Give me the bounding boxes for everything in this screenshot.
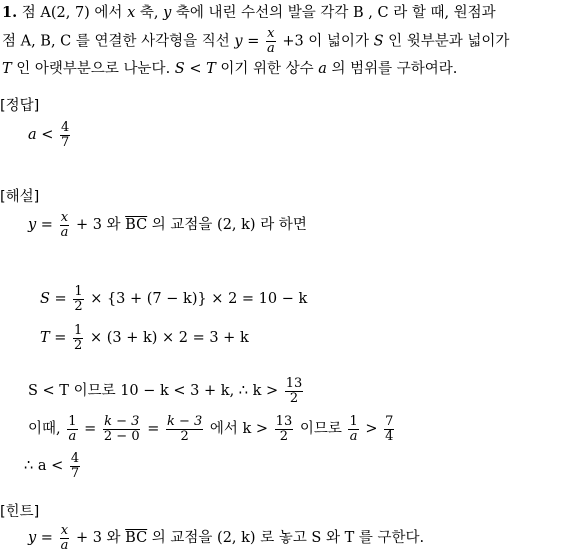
problem-text: 이기 위한 상수 (220, 61, 314, 77)
solution-line-3: T = $\frac{1}{2}$ × (3 + k) × 2 = 3 + k (40, 322, 249, 353)
problem-text: 인 윗부분과 넓이가 (388, 33, 510, 50)
fraction: $\frac{4}{7}$ (70, 450, 80, 481)
var-S: S (373, 33, 384, 50)
fraction: $\frac{7}{4}$ (385, 413, 394, 444)
solution-line-5: 이때, $\frac{1}{a}$ = $\frac{k - 3}{2 - 0}$ = $\frac{k - 3}{2}$ 에서 k > $\frac{13}{2}$ 이므로 $\frac{1}{a}$ > $\frac{7}{4}$ (28, 413, 394, 444)
equation: y = (234, 33, 260, 50)
hint-label: [힌트] (0, 504, 40, 520)
answer-label: [정답] (0, 98, 40, 114)
fraction: $\frac{x}{a}$ (60, 209, 69, 240)
fraction: $\frac{1}{2}$ (74, 322, 83, 353)
segment-bc: $\overline{BC}$ (125, 217, 148, 233)
solution-line-1: y = $\frac{x}{a}$ + 3 와 $\overline{BC}$ 의 교점을 (2, k) 라 하면 (28, 209, 307, 240)
fraction: $\frac{1}{2}$ (74, 283, 83, 314)
segment-bc: $\overline{BC}$ (125, 530, 148, 546)
fraction: $\frac{1}{a}$ (349, 413, 358, 444)
condition: S < T (174, 61, 216, 77)
var-x: x (127, 5, 136, 21)
problem-text: 점 A(2, 7) 에서 (21, 5, 123, 21)
problem-text: 축, (139, 5, 159, 21)
answer-fraction: $\frac{4}{7}$ (61, 119, 70, 150)
solution-line-4: S < T 이므로 10 − k < 3 + k, ∴ k > $\frac{13}{2}$ (28, 375, 303, 406)
solution-line-6: ∴ a < $\frac{4}{7}$ (24, 450, 80, 481)
problem-text: 점 A, B, C 를 연결한 사각형을 직선 (2, 33, 230, 50)
problem-line-3 (2, 59, 457, 79)
problem-text: 인 아랫부분으로 나눈다. (16, 61, 171, 77)
var-a: a (318, 61, 327, 77)
problem-line-2 (2, 27, 509, 56)
problem-text: +3 이 넓이가 (282, 33, 369, 50)
var-T: T (2, 61, 12, 77)
problem-line-1 (2, 3, 496, 23)
fraction: $\frac{13}{2}$ (285, 375, 303, 406)
answer-expression (28, 119, 72, 151)
hint-line: y = $\frac{x}{a}$ + 3 와 $\overline{BC}$ 의 교점을 (2, k) 로 놓고 S 와 T 를 구한다. (28, 522, 425, 553)
fraction: $\frac{x}{a}$ (266, 26, 275, 56)
fraction: $\frac{13}{2}$ (275, 413, 293, 444)
problem-text: 의 범위를 구하여라. (331, 61, 458, 77)
problem-number: 1. (2, 4, 18, 21)
fraction: $\frac{x}{a}$ (60, 522, 69, 553)
var-y: y (163, 5, 172, 21)
answer-lhs: a < (28, 127, 54, 143)
fraction: $\frac{k - 3}{2 - 0}$ (103, 413, 140, 444)
problem-text: 축에 내린 수선의 발을 각각 B , C 라 할 때, 원점과 (175, 5, 496, 21)
solution-line-2: S = $\frac{1}{2}$ × {3 + (7 − k)} × 2 = 10 − k (40, 283, 308, 314)
fraction: $\frac{1}{a}$ (68, 413, 77, 444)
fraction: $\frac{k - 3}{2}$ (166, 413, 203, 444)
solution-label: [해설] (0, 189, 40, 205)
